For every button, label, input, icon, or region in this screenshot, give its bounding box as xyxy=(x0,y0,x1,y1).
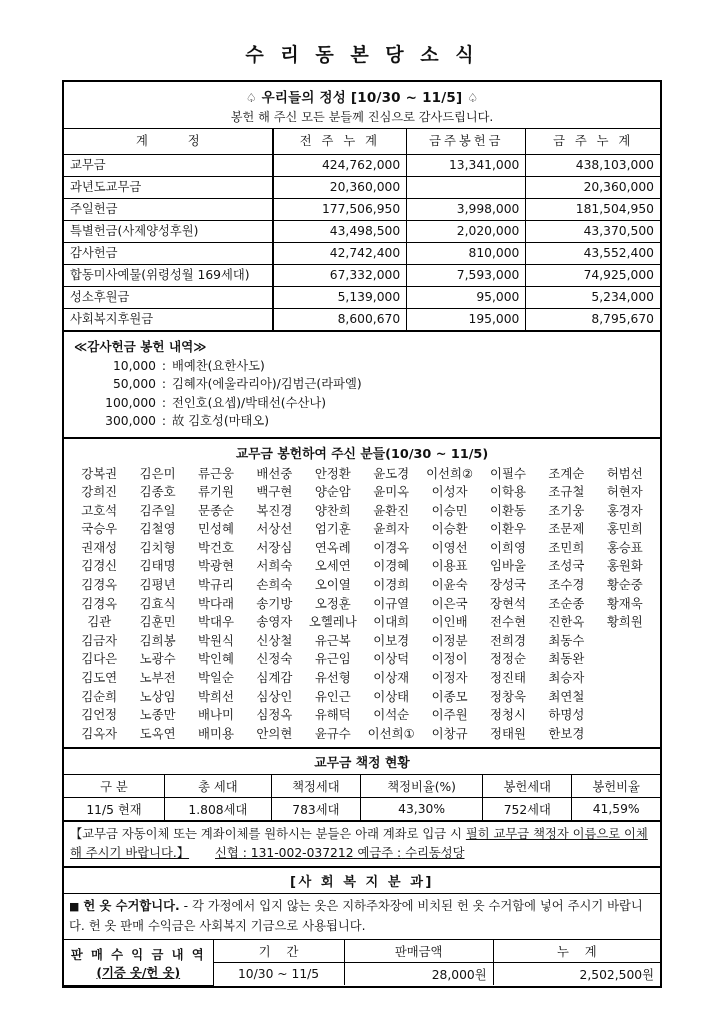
donor-name: 허범선 xyxy=(606,465,643,481)
thanks-offering-heading: ≪감사헌금 봉헌 내역≫ xyxy=(74,338,207,354)
donor-name: 류근웅 xyxy=(198,465,234,481)
finance-table xyxy=(64,129,660,332)
donor-name: 유근임 xyxy=(314,651,351,667)
allocation-header-1: 구 분 xyxy=(64,775,164,798)
donor-name: 유근복 xyxy=(314,632,351,648)
finance-row-week: 7,593,000 xyxy=(407,264,526,286)
donor-name: 최승자 xyxy=(548,670,585,686)
donor-name: 정정순 xyxy=(490,651,526,667)
finance-row-week: 810,000 xyxy=(407,242,526,264)
donor-name: 김경신 xyxy=(81,558,118,574)
holder-label: 예금주 xyxy=(357,845,394,860)
bulletin-frame xyxy=(62,80,662,988)
donor-name: 이영선 xyxy=(431,539,468,555)
donor-name: 조규철 xyxy=(548,484,585,500)
donor-name: 서희숙 xyxy=(256,558,293,574)
welfare-text: - 각 가정에서 입지 않는 옷은 지하주차장에 비치된 헌 옷 수거함에 넣어 주시기 바랍니다. 헌 옷 판매 수익금은 사회복지 기금으로 사용됩니다. xyxy=(69,899,643,933)
finance-row-prev-total: 43,498,500 xyxy=(273,220,407,242)
donor-names-column-6 xyxy=(362,465,420,744)
donor-name: 김종호 xyxy=(139,484,176,500)
finance-row-week: 13,341,000 xyxy=(407,154,526,176)
donor-name: 홍경자 xyxy=(606,502,643,518)
donor-name: 류기원 xyxy=(198,484,234,500)
donor-name: 고호석 xyxy=(81,502,118,518)
donor-names-column-1 xyxy=(70,465,128,744)
donor-name: 이윤숙 xyxy=(431,577,468,593)
finance-row-week: 195,000 xyxy=(407,308,526,331)
allocation-header-2: 총 세대 xyxy=(164,775,271,798)
donor-name: 심상인 xyxy=(256,688,293,704)
finance-body xyxy=(64,154,660,331)
finance-col-account: 계 정 xyxy=(64,129,273,154)
finance-row-prev-total: 5,139,000 xyxy=(273,286,407,308)
donor-name: 박대우 xyxy=(198,614,234,630)
allocation-header-row xyxy=(64,775,660,798)
allocation-title: 교무금 책정 현황 xyxy=(64,749,660,775)
donor-name: 안정환 xyxy=(314,465,351,481)
donor-name: 김순희 xyxy=(81,688,118,704)
finance-row-prev-total: 42,742,400 xyxy=(273,242,407,264)
donor-name: 강복권 xyxy=(81,465,118,481)
thanks-amount: 10,000 xyxy=(112,358,156,373)
finance-row-total: 8,795,670 xyxy=(526,308,660,331)
donor-name: 김희봉 xyxy=(139,632,176,648)
sales-label-line2: (기증 옷/헌 옷) xyxy=(96,965,181,980)
donor-name: 서장심 xyxy=(256,539,293,555)
donor-name: 심정옥 xyxy=(256,707,293,723)
finance-row-total: 181,504,950 xyxy=(526,198,660,220)
donor-name: 이인배 xyxy=(431,614,468,630)
thanks-amount: 50,000 xyxy=(112,377,156,391)
donor-name: 윤희자 xyxy=(373,521,410,537)
donor-name: 이필수 xyxy=(490,465,526,481)
thanks-separator: : xyxy=(161,414,167,428)
notice-text-2: 바랍니다.】 xyxy=(121,845,190,860)
donor-name: 유해덕 xyxy=(314,707,351,723)
donor-name: 신상철 xyxy=(256,632,293,648)
donor-name: 노광수 xyxy=(139,651,176,667)
finance-row-total: 5,234,000 xyxy=(526,286,660,308)
finance-row-account: 과년도교무금 xyxy=(64,176,273,198)
finance-row-account: 합동미사예물(위령성월 169세대) xyxy=(64,264,273,286)
offering-subline: 봉헌 해 주신 모든 분들께 진심으로 감사드립니다. xyxy=(230,110,494,124)
finance-header-row xyxy=(64,129,660,154)
finance-row-account: 성소후원금 xyxy=(64,286,273,308)
donor-names-grid xyxy=(64,465,660,744)
donor-name: 김훈민 xyxy=(139,614,176,630)
donor-name: 이상덕 xyxy=(373,651,410,667)
donor-name: 송영자 xyxy=(256,614,293,630)
finance-row-week xyxy=(407,176,526,198)
finance-row-prev-total: 67,332,000 xyxy=(273,264,407,286)
donor-name: 이경혜 xyxy=(373,558,410,574)
donor-name: 이경옥 xyxy=(373,539,410,555)
sales-label-line1: 판 매 수 익 금 내 역 xyxy=(70,947,206,962)
donor-names-column-4 xyxy=(245,465,303,744)
donor-name: 황재욱 xyxy=(606,595,643,611)
finance-row xyxy=(64,220,660,242)
donor-name: 이석순 xyxy=(373,707,410,723)
welfare-body xyxy=(64,894,660,939)
donor-name: 진한옥 xyxy=(548,614,585,630)
donor-name: 노종만 xyxy=(139,707,176,723)
donor-name: 김관 xyxy=(87,614,112,630)
finance-row-week: 2,020,000 xyxy=(407,220,526,242)
thanks-separator: : xyxy=(161,377,167,391)
donor-name: 김주일 xyxy=(139,502,176,518)
sales-label-cell xyxy=(64,940,213,986)
filled-square-icon: ■ xyxy=(69,900,80,914)
donor-name: 김도연 xyxy=(81,670,118,686)
donor-name: 장성국 xyxy=(490,577,526,593)
finance-row-week: 95,000 xyxy=(407,286,526,308)
donor-names-column-3 xyxy=(187,465,245,744)
account-holder: 수리동성당 xyxy=(405,845,465,860)
donor-name: 이상태 xyxy=(373,688,410,704)
donor-name: 양순암 xyxy=(314,484,351,500)
donor-name: 이정이 xyxy=(431,651,468,667)
donor-name: 국승우 xyxy=(81,521,118,537)
donor-name: 권재성 xyxy=(81,539,118,555)
donor-name: 임바울 xyxy=(490,558,526,574)
thanks-separator: : xyxy=(161,358,167,373)
donor-name: 이용표 xyxy=(431,558,468,574)
donor-names-section xyxy=(64,439,660,750)
donor-name: 홍민희 xyxy=(606,521,643,537)
donor-name: 조수경 xyxy=(548,577,585,593)
donor-name: 김태명 xyxy=(139,558,176,574)
donor-name: 김은미 xyxy=(139,465,176,481)
finance-row xyxy=(64,176,660,198)
donor-names-title: 교무금 봉헌하여 주신 분들(10/30 ~ 11/5) xyxy=(235,446,489,462)
thanks-donor-names: 전인호(요셉)/박태선(수산나) xyxy=(172,395,326,410)
bank-account-number: 131-002-037212 xyxy=(250,845,354,860)
donor-name: 오헬레나 xyxy=(308,614,357,630)
donor-name: 최연철 xyxy=(548,688,585,704)
donor-name: 김치형 xyxy=(139,539,176,555)
notice-text-1: 【교무금 자동이체 또는 계좌이체를 원하시는 분들은 아래 계좌로 입금 시 xyxy=(70,827,466,842)
donor-name: 이승환 xyxy=(431,521,468,537)
bank-account-info xyxy=(215,846,465,860)
donor-name: 김평년 xyxy=(139,577,176,593)
donor-name: 이승민 xyxy=(431,502,468,518)
donor-name: 이환동 xyxy=(490,502,526,518)
donor-name: 정창욱 xyxy=(490,688,526,704)
allocation-value-2: 1.808세대 xyxy=(164,798,271,822)
finance-row-total: 438,103,000 xyxy=(526,154,660,176)
donor-name: 김효식 xyxy=(139,595,176,611)
donor-name: 유선형 xyxy=(314,670,351,686)
donor-name: 안의현 xyxy=(256,725,293,741)
donor-name: 이보경 xyxy=(373,632,410,648)
donor-name: 홍원화 xyxy=(606,558,643,574)
finance-row xyxy=(64,242,660,264)
donor-name: 노상임 xyxy=(139,688,176,704)
offering-headline xyxy=(64,86,660,106)
donor-name: 윤규수 xyxy=(314,725,351,741)
donor-name: 윤도경 xyxy=(373,465,410,481)
donor-name: 김다은 xyxy=(81,651,118,667)
donor-name: 이은국 xyxy=(431,595,468,611)
allocation-table xyxy=(64,775,660,822)
welfare-lead: 헌 옷 수거합니다. xyxy=(83,899,180,914)
finance-col-week: 금주봉헌금 xyxy=(407,129,526,154)
donor-name: 조민희 xyxy=(548,539,585,555)
donor-name: 이규열 xyxy=(373,595,410,611)
donor-name: 이학용 xyxy=(490,484,526,500)
bank-sep: : xyxy=(242,845,247,860)
thanks-amount: 100,000 xyxy=(105,395,156,410)
donor-name: 김옥자 xyxy=(81,725,118,741)
donor-name: 연옥례 xyxy=(314,539,351,555)
donor-name: 민성혜 xyxy=(198,521,234,537)
donor-name: 박다래 xyxy=(198,595,234,611)
donor-name: 조순종 xyxy=(548,595,585,611)
offering-headline-text: 우리들의 정성 [10/30 ~ 11/5] xyxy=(261,90,463,106)
donor-name: 복진경 xyxy=(256,502,293,518)
donor-name: 전희경 xyxy=(490,632,526,648)
donor-name: 양찬희 xyxy=(314,502,351,518)
thanks-offering-detail xyxy=(64,332,660,439)
donor-name: 김철영 xyxy=(139,521,176,537)
donor-name: 오정훈 xyxy=(314,595,351,611)
donor-name: 배나미 xyxy=(198,707,234,723)
sales-period-value: 10/30 ~ 11/5 xyxy=(213,963,344,986)
donor-name: 홍승표 xyxy=(606,539,643,555)
donor-name: 이경희 xyxy=(373,577,410,593)
donor-name: 김경옥 xyxy=(81,577,118,593)
finance-row-prev-total: 177,506,950 xyxy=(273,198,407,220)
finance-row-total: 74,925,000 xyxy=(526,264,660,286)
finance-col-prev-total: 전 주 누 계 xyxy=(273,129,407,154)
allocation-data-row xyxy=(64,798,660,822)
donor-name: 장현석 xyxy=(490,595,526,611)
donor-name: 이환우 xyxy=(490,521,526,537)
donor-name: 최동완 xyxy=(548,651,585,667)
thanks-offering-item xyxy=(74,375,660,394)
donor-name: 조기웅 xyxy=(548,502,585,518)
donor-name: 박희선 xyxy=(198,688,234,704)
donor-name: 이종모 xyxy=(431,688,468,704)
donor-name: 이정분 xyxy=(431,632,468,648)
donor-name: 배선중 xyxy=(256,465,293,481)
donor-name: 송기방 xyxy=(256,595,293,611)
donor-name: 도옥연 xyxy=(139,725,176,741)
notice-text-underlined: 필히 교무금 책정자 이름으로 이체해 주시기 xyxy=(70,827,648,860)
donor-name: 박일순 xyxy=(198,670,234,686)
allocation-value-6: 41,59% xyxy=(572,798,660,822)
finance-row-account: 교무금 xyxy=(64,154,273,176)
finance-row xyxy=(64,308,660,331)
page-title: 수 리 동 본 당 소 식 xyxy=(245,44,479,66)
donor-name: 조성국 xyxy=(548,558,585,574)
finance-row-prev-total: 424,762,000 xyxy=(273,154,407,176)
sales-cumulative-value: 2,502,500원 xyxy=(579,968,654,983)
donor-names-column-5 xyxy=(304,465,362,744)
donor-name: 이희영 xyxy=(490,539,526,555)
donor-name: 김언정 xyxy=(81,707,118,723)
donor-name: 이주원 xyxy=(431,707,468,723)
donor-name: 배미용 xyxy=(198,725,234,741)
sales-col-cumulative: 누 계 xyxy=(493,940,660,963)
donor-name: 황희원 xyxy=(606,614,643,630)
allocation-header-6: 봉헌비율 xyxy=(572,775,660,798)
donor-name: 손희숙 xyxy=(256,577,293,593)
donor-name: 이상재 xyxy=(373,670,410,686)
donor-names-column-8 xyxy=(479,465,537,744)
donor-name: 김경옥 xyxy=(81,595,118,611)
donor-names-column-10 xyxy=(596,465,654,744)
donor-name: 조문제 xyxy=(548,521,585,537)
allocation-header-4: 책정비율(%) xyxy=(360,775,482,798)
sales-col-period: 기 간 xyxy=(213,940,344,963)
donor-name: 강희진 xyxy=(81,484,118,500)
holder-sep: : xyxy=(397,845,402,860)
thanks-offering-item xyxy=(74,412,660,431)
donor-name: 이선희② xyxy=(426,465,474,481)
donor-names-column-9 xyxy=(537,465,595,744)
finance-row-total: 20,360,000 xyxy=(526,176,660,198)
finance-row-account: 주일헌금 xyxy=(64,198,273,220)
sales-col-amount: 판매금액 xyxy=(344,940,493,963)
donor-name: 박인혜 xyxy=(198,651,234,667)
thanks-offering-item xyxy=(74,357,660,376)
donor-name: 최동수 xyxy=(548,632,585,648)
thanks-donor-names: 배예찬(요한사도) xyxy=(172,358,265,373)
donor-name: 윤환진 xyxy=(373,502,410,518)
donor-name: 엄기훈 xyxy=(314,521,351,537)
donor-name: 윤미옥 xyxy=(373,484,410,500)
donor-name: 이성자 xyxy=(431,484,468,500)
donor-name: 정태원 xyxy=(490,725,526,741)
bank-label: 신협 xyxy=(215,845,239,860)
finance-row-prev-total: 8,600,670 xyxy=(273,308,407,331)
finance-row xyxy=(64,198,660,220)
donor-names-column-7 xyxy=(420,465,478,744)
donor-name: 심계감 xyxy=(256,670,293,686)
allocation-header-5: 봉헌세대 xyxy=(483,775,572,798)
donor-name: 이창규 xyxy=(431,725,468,741)
allocation-value-1: 11/5 현재 xyxy=(64,798,164,822)
offering-banner xyxy=(64,82,660,129)
allocation-value-5: 752세대 xyxy=(483,798,572,822)
donor-name: 백구현 xyxy=(256,484,293,500)
donor-name: 이선희① xyxy=(367,725,415,741)
donor-names-column-2 xyxy=(128,465,186,744)
donor-name: 조계순 xyxy=(548,465,585,481)
finance-row xyxy=(64,154,660,176)
spade-icon: ♤ xyxy=(245,91,257,105)
donor-name: 박원식 xyxy=(198,632,234,648)
donor-name: 황순중 xyxy=(606,577,643,593)
finance-row-week: 3,998,000 xyxy=(407,198,526,220)
donor-name: 신정숙 xyxy=(256,651,293,667)
allocation-value-4: 43,30% xyxy=(360,798,482,822)
spade-icon-right: ♤ xyxy=(467,91,479,105)
finance-row-prev-total: 20,360,000 xyxy=(273,176,407,198)
sales-header-row xyxy=(64,940,660,963)
finance-row-account: 특별헌금(사제양성후원) xyxy=(64,220,273,242)
donor-name: 오세연 xyxy=(314,558,351,574)
finance-row-account: 사회복지후원금 xyxy=(64,308,273,331)
finance-row xyxy=(64,286,660,308)
donor-name: 정진태 xyxy=(490,670,526,686)
donor-name: 박규리 xyxy=(198,577,234,593)
donor-name: 정청시 xyxy=(490,707,526,723)
donor-name: 유인근 xyxy=(314,688,351,704)
thanks-donor-names: 故 김호성(마태오) xyxy=(172,414,270,428)
donor-name: 문종순 xyxy=(198,502,234,518)
finance-row-total: 43,370,500 xyxy=(526,220,660,242)
donor-name: 박광현 xyxy=(198,558,234,574)
donor-name: 이대희 xyxy=(373,614,410,630)
finance-row-total: 43,552,400 xyxy=(526,242,660,264)
donor-name: 서상선 xyxy=(256,521,293,537)
donor-name: 허현자 xyxy=(606,484,643,500)
welfare-section-title: [사 회 복 지 분 과] xyxy=(64,868,660,894)
donor-name: 오이열 xyxy=(314,577,351,593)
finance-row-account: 감사헌금 xyxy=(64,242,273,264)
thanks-separator: : xyxy=(161,395,167,410)
sales-amount-value: 28,000원 xyxy=(344,963,493,986)
allocation-header-3: 책정세대 xyxy=(271,775,360,798)
donor-name: 한보경 xyxy=(548,725,585,741)
finance-row xyxy=(64,264,660,286)
transfer-notice xyxy=(64,822,660,868)
donor-name: 박건호 xyxy=(198,539,234,555)
donor-name: 전수현 xyxy=(490,614,526,630)
finance-col-total: 금 주 누 계 xyxy=(526,129,660,154)
thanks-amount: 300,000 xyxy=(105,414,156,428)
donor-name: 노부전 xyxy=(139,670,176,686)
donor-name: 김금자 xyxy=(81,632,118,648)
donor-name: 이정자 xyxy=(431,670,468,686)
donor-name: 하명성 xyxy=(548,707,585,723)
allocation-value-3: 783세대 xyxy=(271,798,360,822)
thanks-offering-item xyxy=(74,394,660,413)
sales-revenue-table xyxy=(64,939,660,986)
thanks-donor-names: 김혜자(에울라리아)/김범근(라파엘) xyxy=(172,377,362,391)
thanks-offering-list xyxy=(74,357,660,431)
